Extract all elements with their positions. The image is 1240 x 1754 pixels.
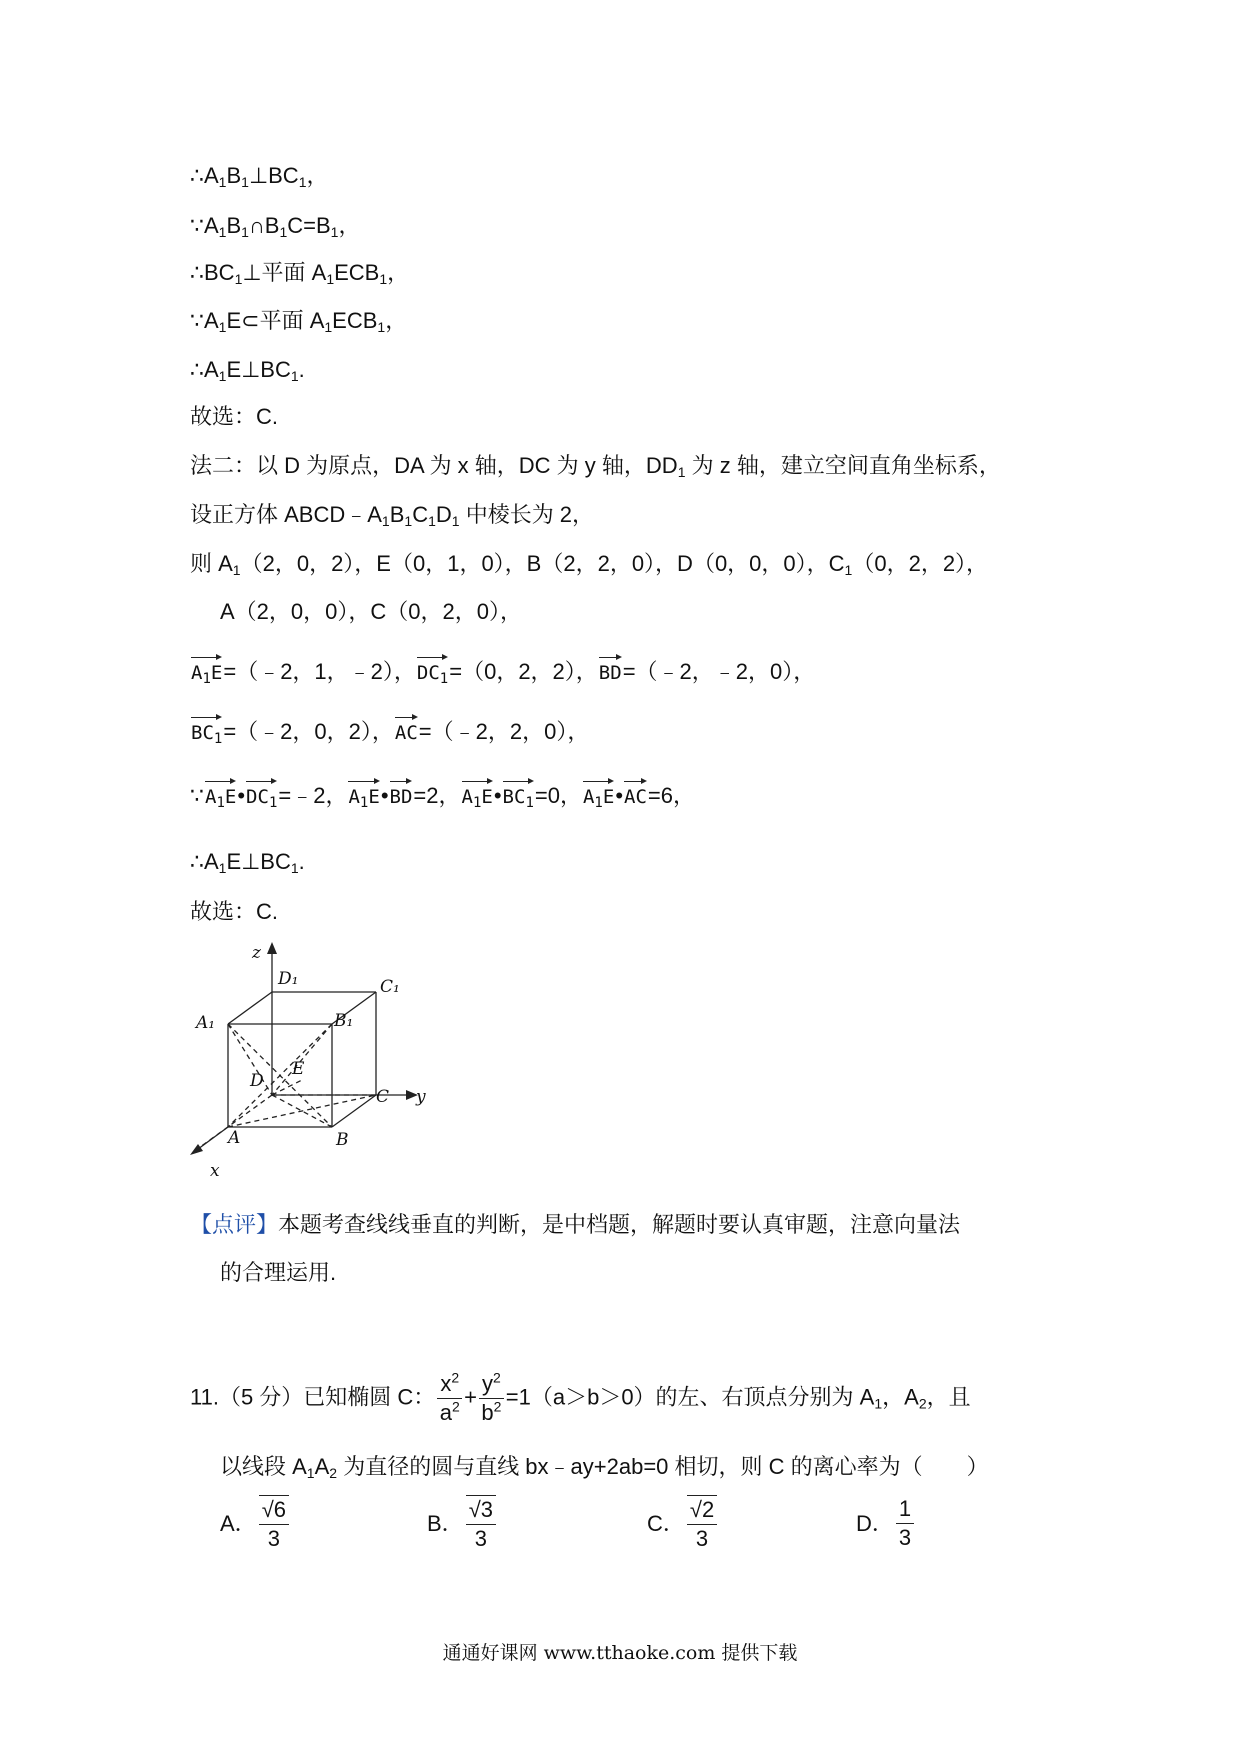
option-d-letter: D．	[856, 1510, 894, 1536]
proof-line-1: $\therefore A_1B_1\perp BC_1$，	[190, 163, 329, 190]
option-c-letter: C．	[647, 1511, 685, 1536]
option-d[interactable]	[856, 1495, 916, 1552]
option-b-denominator: 3	[474, 1526, 487, 1551]
vector-line-1: $A_1E=(﹣2$，1，﹣2），$DC_1=(0$，2，2），BD=（﹣2，﹣2，0），	[190, 654, 815, 686]
option-c-denominator: 3	[695, 1526, 709, 1551]
label-a1: A₁	[196, 1013, 216, 1033]
label-e: E	[292, 1059, 305, 1079]
coordinates-line-1: 则 $A_1(2$，0，2），E（0，1，0），B（2，2，0），D（0，0，0），$C_1(0$，2，2），	[190, 551, 989, 578]
label-b1: B₁	[334, 1011, 354, 1031]
label-d1: D₁	[278, 969, 299, 989]
conclusion-line: $\therefore A_1E\perp BC_1$.	[190, 849, 305, 876]
label-a: A	[228, 1128, 241, 1148]
answer-line-2: 故选：C.	[190, 899, 279, 924]
question-stem-1: 11.（5 分）已知椭圆 C： $\frac{x^2}{a^2}$ + $\frac{y^2}{b^2}$ =1（a＞b＞0）的左、右顶点分别为 $A_1$，$A_2$，且	[190, 1369, 971, 1425]
label-d: D	[250, 1071, 264, 1091]
coordinates-line-2: A（2，0，0），C（0，2，0），	[220, 599, 522, 624]
option-a-denominator: 3	[267, 1526, 280, 1551]
vector-line-2: $BC_1=(﹣2$，0，2），AC=（﹣2，2，0），	[190, 714, 589, 746]
page-footer: 通通好课网 www.tthaoke.com 提供下载	[442, 1642, 798, 1664]
proof-line-4: $\because A_1E\subset$平面 $A_1ECB_1$，	[190, 308, 408, 335]
option-b-numerator: √3	[466, 1495, 496, 1525]
dot-product-line: $\because A_1E•DC_1=﹣2$，$A_1E•BD=2$，$A_1E•BC_1=0$，$A_1E•AC=6$，	[190, 778, 695, 810]
option-b[interactable]	[427, 1495, 498, 1553]
x-axis-arrow	[190, 1144, 203, 1155]
cube-figure	[190, 940, 450, 1180]
comment-text-1: 本题考查线线垂直的判断，是中档题，解题时要认真审题，注意向量法	[278, 1212, 961, 1237]
label-x: x	[210, 1161, 220, 1180]
comment-text-2: 的合理运用.	[220, 1260, 337, 1285]
option-a[interactable]	[220, 1495, 291, 1553]
z-axis-arrow	[267, 942, 277, 954]
option-a-numerator: √6	[259, 1495, 289, 1525]
label-b: B	[336, 1130, 349, 1150]
label-y: y	[416, 1087, 426, 1107]
answer-line-1: 故选：C.	[190, 404, 279, 429]
option-c[interactable]	[647, 1495, 719, 1553]
proof-line-2: $\because A_1B_1\cap B_1C=B_1$，	[190, 213, 361, 240]
label-c1: C₁	[380, 977, 400, 997]
option-b-letter: B．	[427, 1511, 464, 1536]
label-c: C	[376, 1087, 390, 1107]
method-two-intro: 法二：以 D 为原点，DA 为 x 轴，DC 为 y 轴，$DD_1$ 为 z 轴，建立空间直角坐标系，	[190, 453, 1001, 480]
proof-line-5: $\therefore A_1E\perp BC_1$.	[190, 357, 305, 384]
option-c-numerator: √2	[687, 1495, 717, 1525]
label-z: z	[252, 943, 261, 963]
option-d-numerator: 1	[896, 1495, 914, 1524]
comment-line-1	[190, 1211, 960, 1239]
cube-setup-line: 设正方体 $ABCD﹣A_1B_1C_1D_1$ 中棱长为 2，	[190, 502, 595, 529]
comment-tag: 【点评】	[190, 1212, 279, 1237]
option-a-letter: A．	[220, 1511, 257, 1536]
question-stem-2: 以线段 $A_1A_2$ 为直径的圆与直线 bx﹣ay+2ab=0 相切，则 C 的离心率为（ ）	[220, 1454, 989, 1481]
option-d-denominator: 3	[898, 1525, 912, 1550]
proof-line-3: $\therefore BC_1\perp$平面 $A_1ECB_1$，	[190, 260, 410, 287]
